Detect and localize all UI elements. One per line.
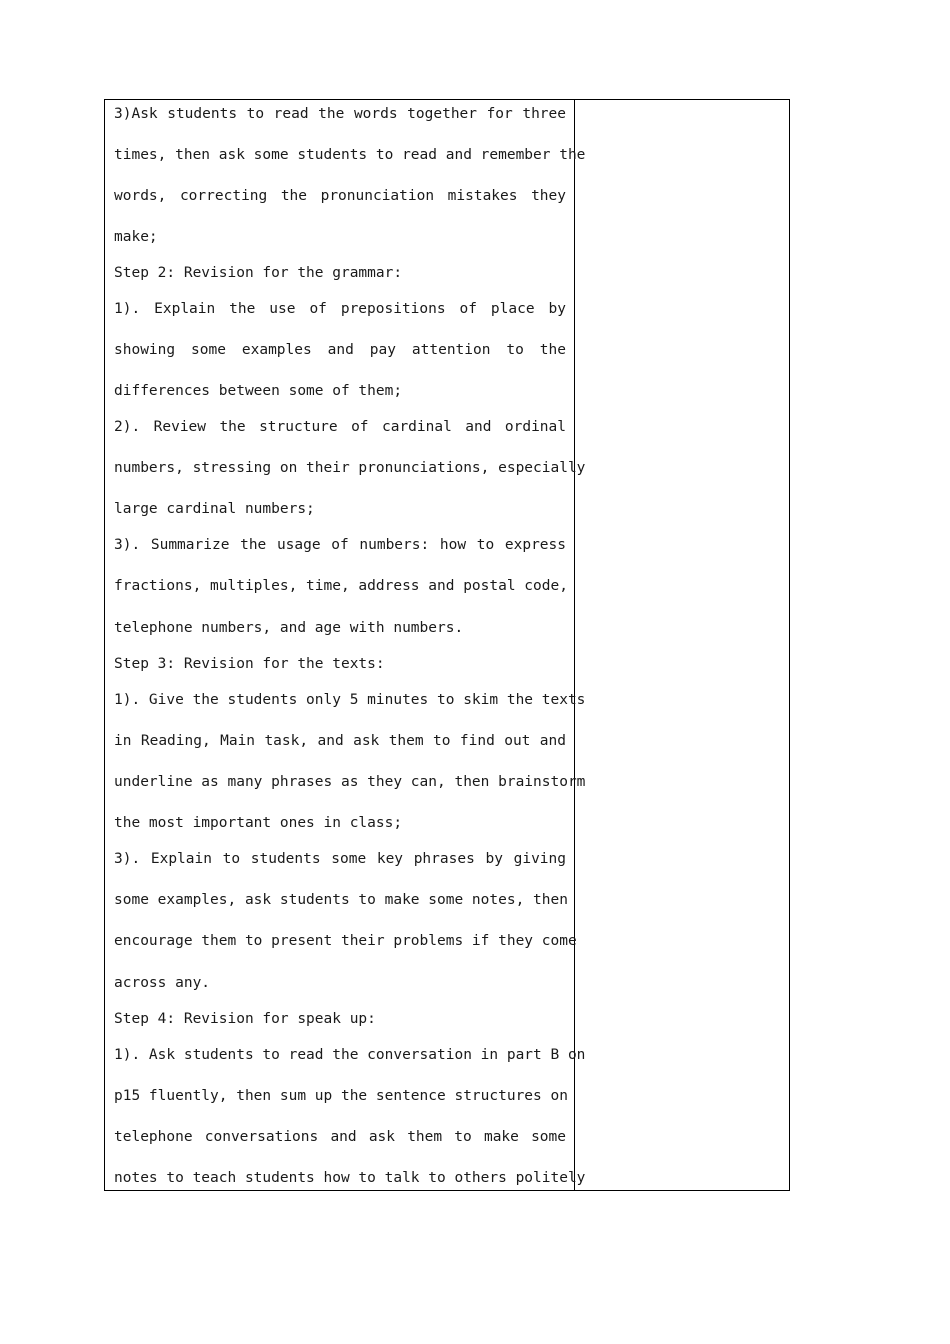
text-line: 1). Give the students only 5 minutes to skim the texts — [114, 692, 586, 708]
text-line: underline as many phrases as they can, then brainstorm — [114, 774, 586, 790]
text-line: notes to teach students how to talk to others politely — [114, 1170, 586, 1186]
text-line: telephone conversations and ask them to make some — [114, 1129, 566, 1145]
text-line: fractions, multiples, time, address and postal code, — [114, 578, 568, 594]
text-line: make; — [114, 229, 158, 245]
step-heading: Step 2: Revision for the grammar: — [114, 265, 403, 281]
text-line: 3)Ask students to read the words together for three — [114, 106, 566, 122]
text-line: 2). Review the structure of cardinal and ordinal — [114, 419, 566, 435]
text-line: showing some examples and pay attention to the — [114, 342, 566, 358]
text-line: times, then ask some students to read and remember the — [114, 147, 586, 163]
lesson-plan-table — [104, 99, 790, 1191]
text-line: 3). Summarize the usage of numbers: how to express — [114, 537, 566, 553]
text-line: words, correcting the pronunciation mistakes they — [114, 188, 566, 204]
text-line: encourage them to present their problems if they come — [114, 933, 577, 949]
text-line: large cardinal numbers; — [114, 501, 315, 517]
text-line: the most important ones in class; — [114, 815, 403, 831]
text-line: across any. — [114, 975, 211, 991]
text-line: telephone numbers, and age with numbers. — [114, 620, 464, 636]
text-line: numbers, stressing on their pronunciations, especially — [114, 460, 586, 476]
notes-cell — [575, 100, 789, 1190]
teaching-procedure-cell — [105, 100, 586, 1190]
text-line: differences between some of them; — [114, 383, 403, 399]
step-heading: Step 4: Revision for speak up: — [114, 1011, 376, 1027]
text-line: in Reading, Main task, and ask them to find out and — [114, 733, 566, 749]
text-line: 1). Explain the use of prepositions of place by — [114, 301, 566, 317]
text-line: p15 fluently, then sum up the sentence structures on — [114, 1088, 568, 1104]
text-line: some examples, ask students to make some notes, then — [114, 892, 568, 908]
text-line: 3). Explain to students some key phrases by giving — [114, 851, 566, 867]
text-line: 1). Ask students to read the conversation in part B on — [114, 1047, 586, 1063]
step-heading: Step 3: Revision for the texts: — [114, 656, 385, 672]
